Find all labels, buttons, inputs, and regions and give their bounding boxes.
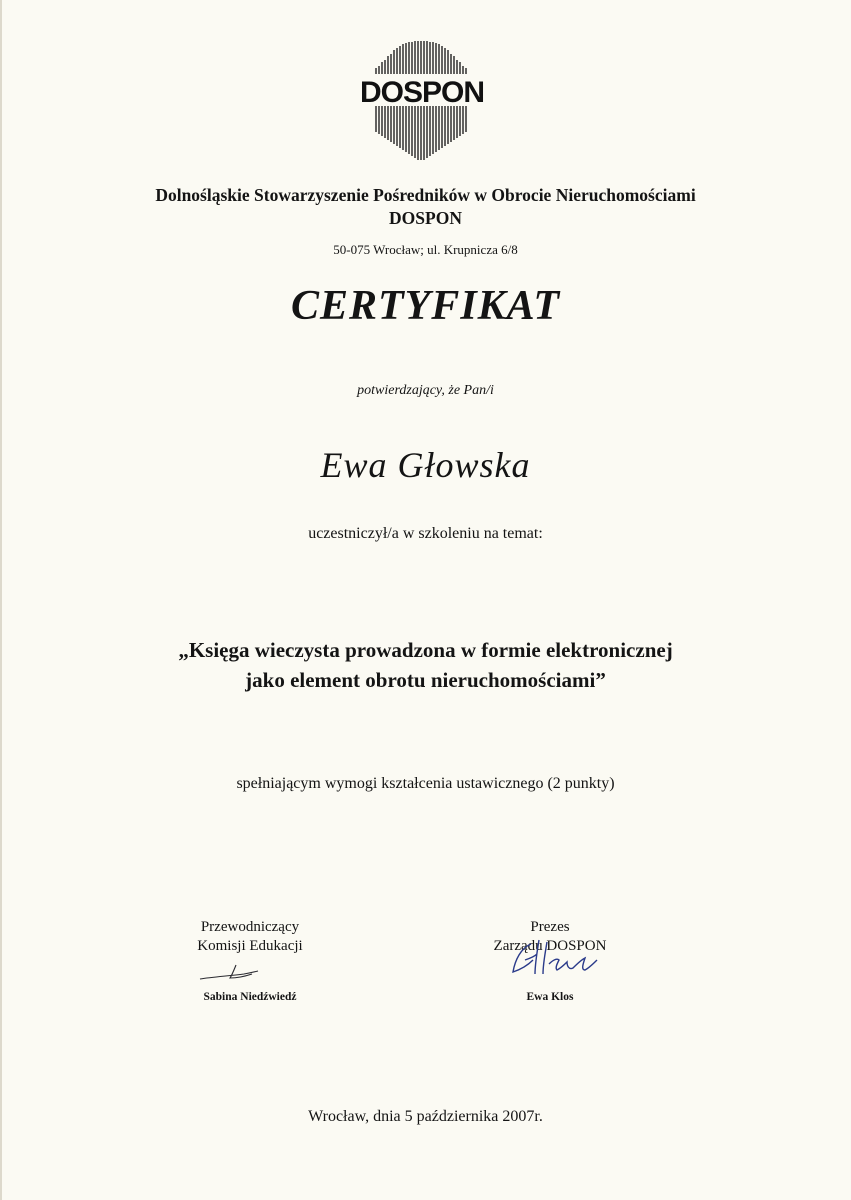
scan-edge — [0, 0, 2, 1200]
training-topic-line-1: „Księga wieczysta prowadzona w formie elektronicznej — [178, 638, 673, 662]
organization-name: Dolnośląskie Stowarzyszenie Pośredników w Obrocie Nieruchomościami — [155, 185, 696, 205]
left-signer-name: Sabina Niedźwiedź — [203, 991, 297, 1003]
certificate-title: CERTYFIKAT — [290, 283, 561, 329]
confirmation-text: potwierdzający, że Pan/i — [357, 383, 494, 398]
right-signer-role-line-1: Prezes — [530, 919, 570, 935]
organization-address: 50-075 Wrocław; ul. Krupnicza 6/8 — [333, 242, 518, 257]
recipient-name: Ewa Głowska — [320, 445, 531, 485]
organization-short-name: DOSPON — [389, 208, 462, 228]
training-topic-line-2: jako element obrotu nieruchomościami” — [245, 668, 606, 692]
training-topic — [0, 635, 851, 695]
left-signer-role-line-2: Komisji Edukacji — [197, 938, 303, 954]
participation-text: uczestniczył/a w szkoleniu na temat: — [308, 525, 543, 542]
right-signer-role-line-2: Zarządu DOSPON — [493, 938, 607, 954]
right-handwritten-signature — [505, 930, 605, 985]
left-handwritten-signature — [192, 957, 272, 987]
dospon-logo — [352, 40, 492, 165]
signature-block-left — [140, 918, 360, 956]
svg-text:DOSPON: DOSPON — [359, 76, 485, 109]
left-signer-role-line-1: Przewodniczący — [200, 919, 300, 935]
right-signer-name: Ewa Klos — [526, 991, 574, 1003]
issue-date: Wrocław, dnia 5 października 2007r. — [308, 1108, 543, 1125]
requirement-text: spełniającym wymogi kształcenia ustawicznego (2 punkty) — [236, 775, 615, 792]
